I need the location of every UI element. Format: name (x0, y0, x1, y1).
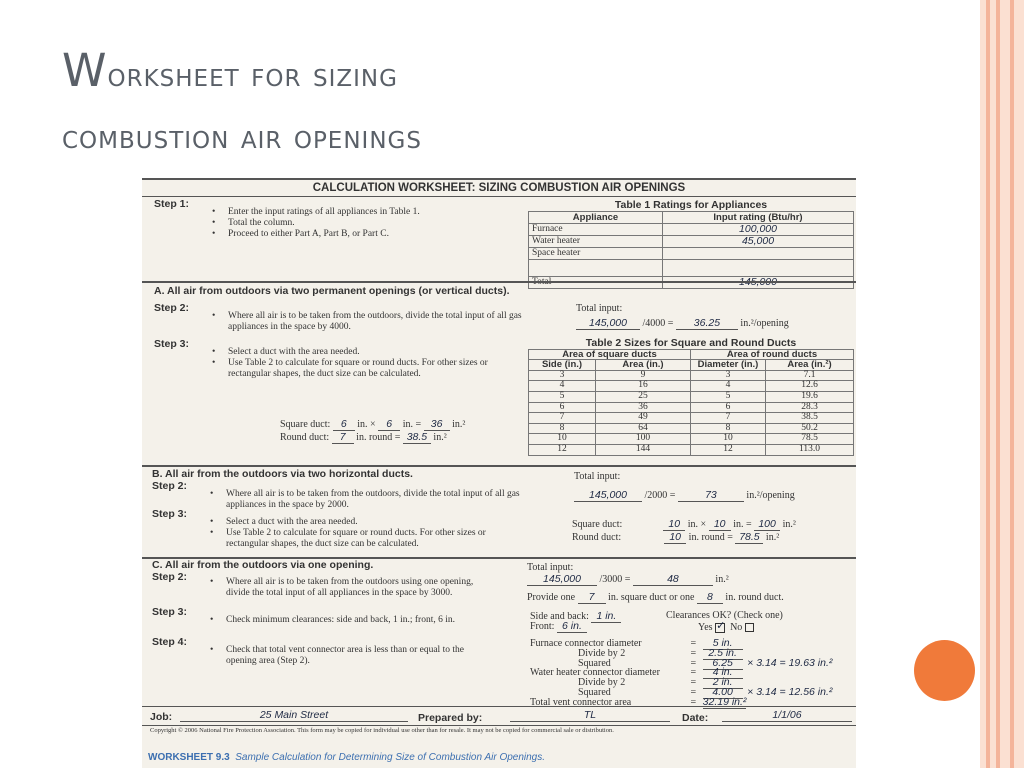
divider (142, 706, 856, 707)
table-cell: 9 (596, 370, 691, 381)
label: Furnace connector diameter (530, 638, 642, 649)
copyright: Copyright © 2006 National Fire Protection Association. This form may be copied for individual use other than for resale. It may not be copied for commercial sale or distribution. (142, 725, 856, 736)
table-cell: 100,000 (663, 224, 854, 236)
value: 4.00 (703, 686, 743, 699)
label: = (690, 687, 697, 698)
table-cell: 7 (691, 413, 766, 424)
table-cell: 144 (596, 444, 691, 455)
label: × 3.14 = 12.56 in.² (747, 686, 833, 698)
value: 32.19 in.² (702, 695, 747, 708)
no-checkbox[interactable] (745, 623, 754, 632)
table-cell: 7.1 (766, 370, 854, 381)
partB-step3-label: Step 3: (152, 508, 188, 520)
partA-step3-bullets (210, 347, 500, 380)
table2-group-header: Area of round ducts (691, 349, 854, 360)
partC-unit: in.² (715, 574, 729, 585)
list-item: • Check minimum clearances: side and back, 1 in.; front, 6 in. (226, 615, 468, 626)
value: 6 (333, 418, 355, 431)
title-line2: combustion air openings (62, 117, 422, 156)
list-item: • Check that total vent connector area is less than or equal to the opening area (Step 2). (226, 645, 488, 667)
table2-caption: Table 2 Sizes for Square and Round Ducts (585, 337, 797, 349)
table-cell: 8 (529, 423, 596, 434)
partB-divisor: /2000 = (644, 490, 676, 501)
list-item: • Select a duct with the area needed. (226, 517, 498, 528)
step1-bullets (210, 207, 450, 240)
label: in. square duct or one (608, 592, 695, 603)
label: in. × (357, 419, 376, 430)
step1-label: Step 1: (154, 198, 190, 210)
table1-header: Appliance (529, 212, 663, 224)
label: in. × (687, 519, 707, 530)
value: 2.5 in. (703, 647, 743, 660)
table-row (529, 402, 854, 413)
value: 78.5 (735, 531, 763, 544)
label: in.² (782, 519, 796, 530)
value: 6.25 (703, 657, 743, 670)
partB-result: 73 (678, 489, 744, 502)
list-item: • Total the column. (228, 218, 450, 229)
label: in. round = (688, 532, 733, 543)
check-icon: ✓ (716, 619, 726, 632)
label: = (690, 696, 697, 708)
table-cell: 100 (596, 434, 691, 445)
partA-step2-text (210, 311, 540, 333)
table-row (529, 370, 854, 381)
table1-header: Input rating (Btu/hr) (663, 212, 854, 224)
label: in.² (452, 419, 466, 430)
table2-header: Side (in.) (529, 360, 596, 371)
partA-calc (576, 317, 789, 330)
worksheet-caption (142, 752, 856, 763)
table-cell: 10 (529, 434, 596, 445)
partA-title: A. All air from outdoors via two permanent openings (or vertical ducts). (154, 285, 510, 297)
table-cell: Space heater (529, 248, 663, 260)
job-label: Job: (150, 711, 173, 723)
list-item: • Where all air is to be taken from the outdoors using one opening, divide the total input of all appliances in the space by 3000. (226, 577, 498, 599)
partC-step3-text (208, 615, 468, 626)
label: Side and back: (530, 611, 589, 622)
table-cell: 7 (529, 413, 596, 424)
table-cell: 4 (691, 381, 766, 392)
table-row (529, 423, 854, 434)
table-cell (663, 260, 854, 277)
label: Square duct: (572, 519, 623, 530)
table2 (528, 339, 854, 456)
table-cell: 5 (529, 391, 596, 402)
table-row (529, 248, 854, 260)
table-cell: 6 (529, 402, 596, 413)
table-row (529, 413, 854, 424)
table-cell: 6 (691, 402, 766, 413)
partB-step2-label: Step 2: (152, 480, 188, 492)
label: Provide one (527, 592, 576, 603)
value: 1 in. (591, 610, 621, 623)
table-cell: 78.5 (766, 434, 854, 445)
divider (142, 281, 856, 283)
partA-square-duct (280, 418, 465, 431)
label: Round duct: (572, 532, 622, 543)
label: Round duct: (280, 432, 330, 443)
table-cell: 3 (529, 370, 596, 381)
title-initial: W (62, 44, 108, 97)
decorative-orb (914, 640, 975, 701)
label: = (690, 657, 697, 669)
table-cell: Total (529, 277, 663, 289)
label: Square duct: (280, 419, 331, 430)
label: Front: (530, 621, 555, 632)
table-cell: 145,000 (663, 277, 854, 289)
table-cell: 38.5 (766, 413, 854, 424)
label: Yes (698, 622, 713, 633)
partA-total-value: 145,000 (576, 317, 640, 330)
label: = (690, 667, 697, 679)
table2-body (529, 370, 854, 455)
partC-title: C. All air from the outdoors via one opening. (152, 559, 374, 571)
label: in. = (733, 519, 752, 530)
job-text: 25 Main Street (259, 709, 329, 721)
partB-step3-bullets (208, 517, 498, 550)
table2-header: Diameter (in.) (691, 360, 766, 371)
value: 38.5 (403, 431, 431, 444)
table-cell: 49 (596, 413, 691, 424)
partB-square-duct (572, 518, 796, 531)
partC-total-value: 145,000 (527, 573, 597, 586)
table-cell (663, 248, 854, 260)
table-row (529, 260, 854, 277)
partB-step2-text (208, 489, 544, 511)
list-item: • Where all air is to be taken from the outdoors, divide the total input of all gas appliances in the space by 2000. (226, 489, 544, 511)
partA-unit: in.²/opening (740, 318, 789, 329)
list-item: • Proceed to either Part A, Part B, or Part C. (228, 229, 450, 240)
value: 10 (663, 518, 685, 531)
partA-result: 36.25 (676, 317, 738, 330)
partC-step2-label: Step 2: (152, 571, 188, 583)
partB-unit: in.²/opening (746, 490, 795, 501)
table-cell: 50.2 (766, 423, 854, 434)
table-cell: 36 (596, 402, 691, 413)
value: 4 in. (703, 666, 743, 679)
table-cell: 4 (529, 381, 596, 392)
partC-clearance-question: Clearances OK? (Check one) (666, 610, 783, 621)
partC-result: 48 (633, 573, 713, 586)
label: in. round duct. (725, 592, 784, 603)
table-cell: 19.6 (766, 391, 854, 402)
caption-text: Sample Calculation for Determining Size of Combustion Air Openings. (235, 752, 546, 763)
table-cell: 64 (596, 423, 691, 434)
list-item: • Where all air is to be taken from the outdoors, divide the total input of all gas appliances in the space by 4000. (228, 311, 540, 333)
list-item: • Use Table 2 to calculate for square or round ducts. For other sizes or rectangular shapes, the duct size can be calculated. (226, 528, 498, 550)
prepared-value (510, 709, 670, 722)
table-cell: 12.6 (766, 381, 854, 392)
label: = (690, 638, 697, 649)
partA-total-label: Total input: (576, 303, 623, 314)
table-cell: 3 (691, 370, 766, 381)
list-item: • Select a duct with the area needed. (228, 347, 500, 358)
label: Squared (578, 687, 611, 698)
label: = (690, 647, 697, 659)
table-row (529, 224, 854, 236)
partC-step4-text (208, 645, 488, 667)
prepared-label: Prepared by: (418, 712, 483, 724)
table-cell: 8 (691, 423, 766, 434)
value: 10 (664, 531, 686, 544)
table-row (529, 434, 854, 445)
title-line1: orksheet for sizing (107, 55, 398, 94)
table-cell: 113.0 (766, 444, 854, 455)
value: 6 in. (557, 620, 587, 633)
table1 (528, 200, 854, 289)
table1-caption: Table 1 Ratings for Appliances (614, 199, 768, 211)
partC-divisor: /3000 = (599, 574, 631, 585)
list-item: • Enter the input ratings of all appliances in Table 1. (228, 207, 450, 218)
value: 7 (332, 431, 354, 444)
partC-step4-label: Step 4: (152, 636, 188, 648)
partA-step3-label: Step 3: (154, 338, 190, 350)
table-cell: 45,000 (663, 236, 854, 248)
table2-header: Area (in.) (596, 360, 691, 371)
label: in. round = (356, 432, 401, 443)
table-cell: 5 (691, 391, 766, 402)
table-cell: Water heater (529, 236, 663, 248)
table-cell: 28.3 (766, 402, 854, 413)
label: Total vent connector area (530, 696, 632, 708)
label: × 3.14 = 19.63 in.² (747, 656, 833, 669)
partA-divisor: /4000 = (642, 318, 674, 329)
divider (142, 465, 856, 467)
table2-header: Area (in.²) (766, 360, 854, 371)
job-value (180, 709, 408, 722)
date-label: Date: (682, 712, 709, 724)
list-item: • Use Table 2 to calculate for square or round ducts. For other sizes or rectangular shapes, the duct size can be calculated. (228, 358, 500, 380)
table-cell: 16 (596, 381, 691, 392)
partA-step2-label: Step 2: (154, 302, 190, 314)
value: 8 (697, 591, 723, 604)
yes-checkbox[interactable] (715, 619, 726, 633)
label: in. = (402, 419, 422, 430)
partB-total-value: 145,000 (574, 489, 642, 502)
partC-clearance-check (698, 619, 754, 633)
value: 100 (754, 518, 780, 531)
value: 2 in. (703, 676, 743, 689)
partC-total-label: Total input: (527, 562, 574, 573)
value: 5 in. (703, 637, 743, 650)
label: Divide by 2 (578, 647, 626, 659)
value: 36 (424, 418, 450, 431)
partC-calc (527, 573, 729, 586)
partB-round-duct (572, 531, 779, 544)
table2-group-header: Area of square ducts (529, 349, 691, 360)
worksheet-header: CALCULATION WORKSHEET: SIZING COMBUSTION AIR OPENINGS (142, 178, 856, 197)
label: Divide by 2 (578, 677, 626, 689)
value: 6 (378, 418, 400, 431)
table-cell (529, 260, 663, 277)
prepared-text: TL (583, 709, 597, 721)
table-row (529, 391, 854, 402)
label: Squared (578, 657, 611, 669)
label: No (730, 622, 743, 633)
label: Water heater connector diameter (530, 667, 660, 679)
label: in.² (765, 532, 780, 543)
partC-front (530, 620, 587, 633)
table-row (529, 381, 854, 392)
partC-provide (527, 591, 784, 604)
value: 7 (578, 591, 606, 604)
partA-round-duct (280, 431, 447, 444)
partC-step3-label: Step 3: (152, 606, 188, 618)
worksheet-image (142, 178, 856, 768)
partB-title: B. All air from the outdoors via two horizontal ducts. (152, 468, 413, 480)
table-row (529, 444, 854, 455)
date-value (722, 709, 852, 722)
table-cell: Furnace (529, 224, 663, 236)
value: 10 (709, 518, 731, 531)
decorative-stripes (980, 0, 1024, 768)
table-cell: 10 (691, 434, 766, 445)
table-cell: 25 (596, 391, 691, 402)
partC-step2-text (208, 577, 498, 599)
date-text: 1/1/06 (772, 709, 802, 721)
caption-label: WORKSHEET 9.3 (148, 752, 230, 763)
slide-title (62, 40, 822, 168)
label: in.² (433, 432, 447, 443)
table-row (529, 236, 854, 248)
table-cell: 12 (529, 444, 596, 455)
partB-total-label: Total input: (574, 471, 621, 482)
label: = (690, 677, 697, 689)
table-cell: 12 (691, 444, 766, 455)
partB-calc (574, 489, 795, 502)
